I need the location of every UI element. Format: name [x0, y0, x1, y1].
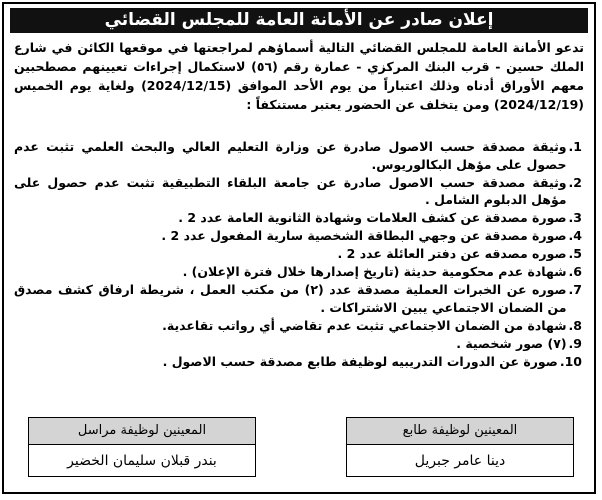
announcement	[2, 2, 596, 494]
document-text: وثيقة مصدقة حسب الاصول صادرة عن جامعة البلقاء التطبيقية تثبت عدم حصول على مؤهل الدبلوم الشامل .	[14, 174, 567, 207]
document-text: صورة مصدقة عن كشف العلامات وشهادة الثانوية العامة عدد 2 .	[178, 210, 567, 225]
document-number: 9.	[568, 335, 582, 351]
document-item	[14, 281, 582, 316]
document-text: شهادة من الضمان الاجتماعي تثبت عدم تقاضي أي رواتب تقاعدية.	[162, 317, 567, 333]
document-item	[14, 317, 582, 335]
document-number: 1.	[568, 139, 582, 154]
typist-appointee-name: دينا عامر جبريل	[414, 453, 506, 469]
document-text: صوره مصدقه عن دفتر العائلة عدد 2 .	[337, 246, 567, 261]
document-text: وثيقة مصدقة حسب الاصول صادرة عن وزارة التعليم العالي والبحث العلمي تثبت عدم حصول على مؤهل البكالوريوس.	[14, 139, 567, 172]
document-text: صوره عن الخبرات العملية مصدقة عدد (٢) من مكتب العمل ، شريطة ارفاق كشف مصدق من الضمان الاجتماعي يبين الاشتراكات .	[14, 282, 567, 315]
document-number: 4.	[568, 228, 582, 243]
required-documents-list	[14, 138, 582, 371]
typist-appointees-box	[346, 417, 574, 477]
announcement-intro: تدعو الأمانة العامة للمجلس القضائي التالية أسماؤهم لمراجعتها في موقعها الكائن في شارع الملك حسين - قرب البنك المركزي - عمارة رقم (٥٦) لاستكمال إجراءات تعيينهم مصطحبين معهم الأوراق أدناه وذلك اعتباراً من يوم الأحد الموافق (2024/12/15) ولغاية يوم الخميس (2024/12/19) ومن يتخلف عن الحضور يعتبر مستنكفاً :	[14, 40, 584, 112]
document-number: 10.	[559, 353, 582, 369]
document-text: (٧) صور شخصية .	[456, 335, 567, 351]
messenger-appointee-name: بندر قبلان سليمان الخضير	[67, 453, 217, 469]
document-number: 3.	[568, 210, 582, 225]
document-item	[14, 263, 582, 281]
document-text: صورة مصدقة عن وجهي البطاقة الشخصية سارية المفعول عدد 2 .	[161, 228, 567, 243]
announcement-title: إعلان صادر عن الأمانة العامة للمجلس القضائي	[10, 8, 588, 33]
document-item	[14, 174, 582, 209]
document-item	[14, 353, 582, 371]
document-item	[14, 138, 582, 173]
messenger-appointees-box	[28, 417, 256, 477]
document-number: 8.	[568, 317, 582, 333]
document-text: صورة عن الدورات التدريبيه لوظيفة طابع مصدقة حسب الاصول .	[162, 353, 558, 369]
document-item	[14, 227, 582, 245]
typist-job-title: المعينين لوظيفة طابع	[347, 418, 573, 445]
document-number: 5.	[568, 246, 582, 261]
document-number: 6.	[568, 264, 582, 279]
document-text: شهادة عدم محكومية حديثة (تاريخ إصدارها خلال فترة الإعلان) .	[182, 264, 567, 279]
document-number: 7.	[568, 282, 582, 297]
document-number: 2.	[568, 174, 582, 190]
messenger-job-title: المعينين لوظيفة مراسل	[29, 418, 255, 445]
document-item	[14, 245, 582, 263]
document-item	[14, 209, 582, 227]
document-item	[14, 335, 582, 353]
